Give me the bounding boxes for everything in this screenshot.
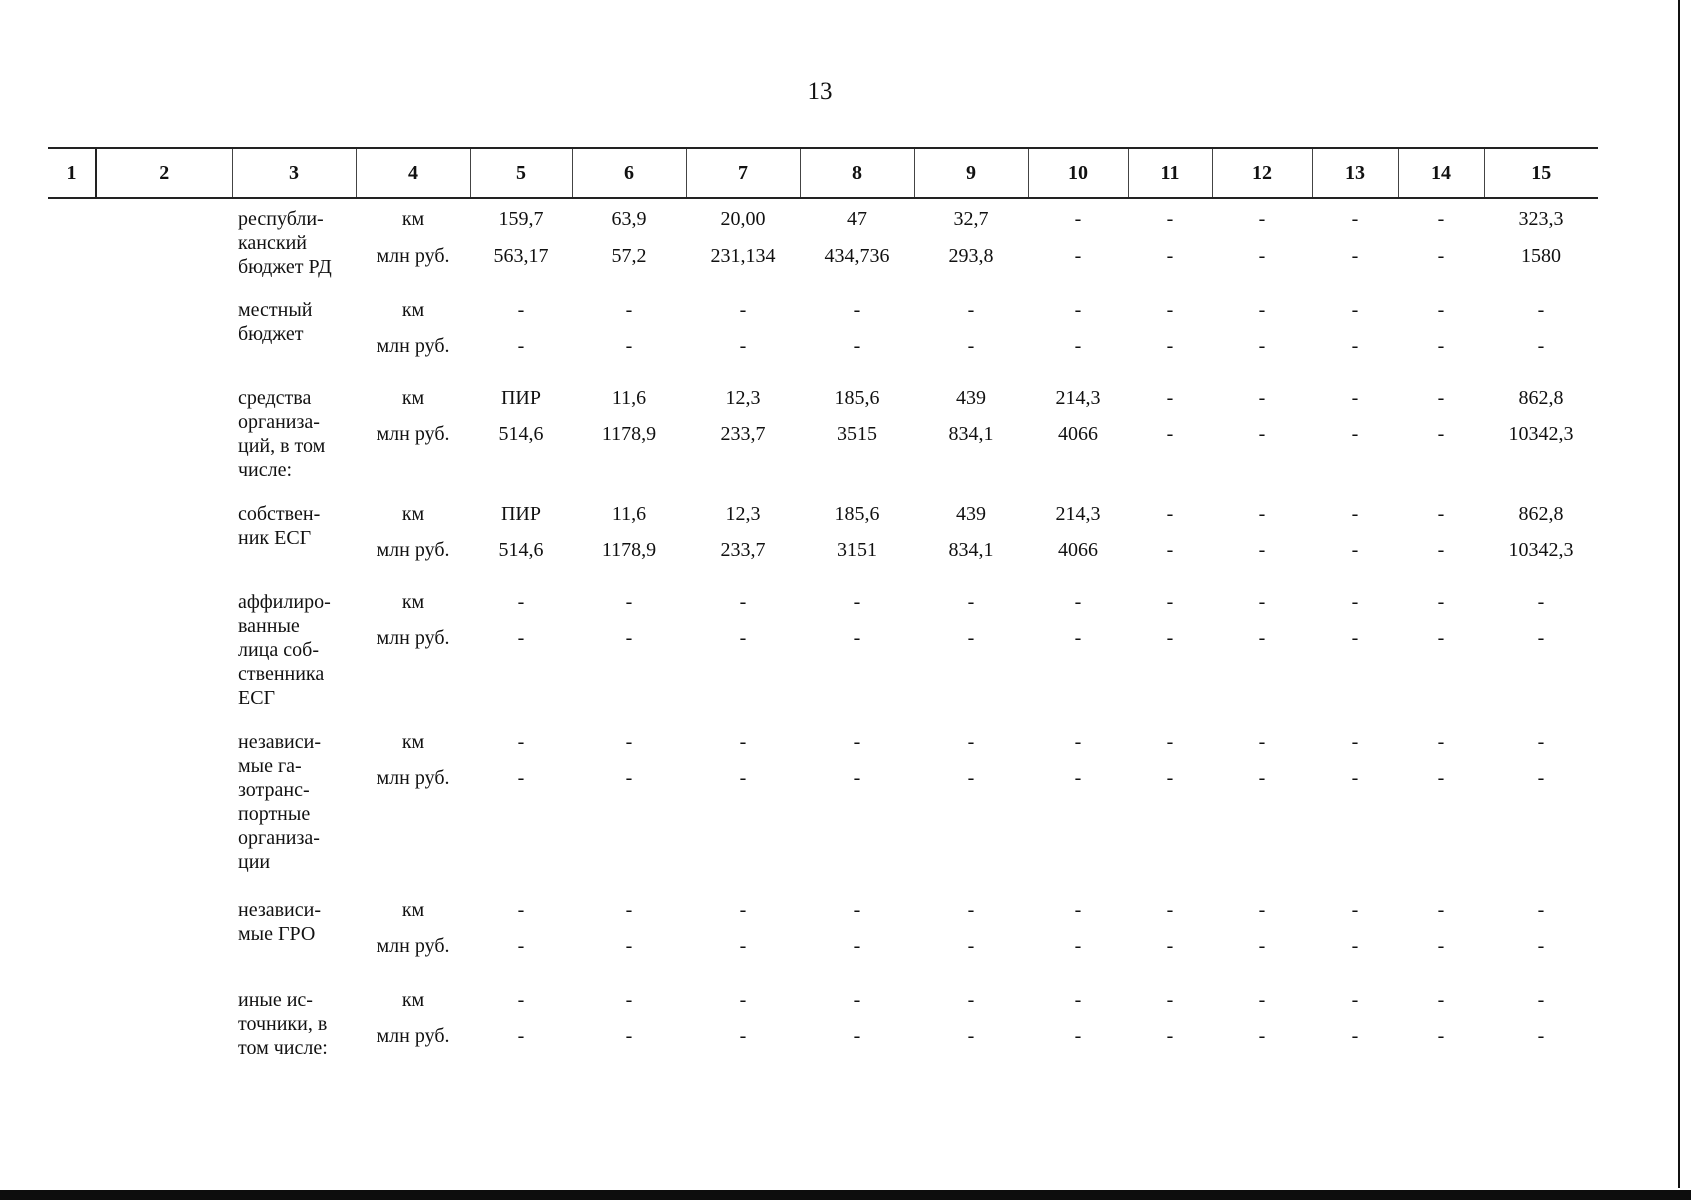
unit-cell: км xyxy=(401,899,425,921)
value-cell: - xyxy=(1537,935,1545,957)
value-cell: 563,17 xyxy=(493,245,549,267)
value-cell: - xyxy=(1351,1025,1359,1047)
empty-cell xyxy=(48,494,96,538)
value-cell: - xyxy=(853,767,861,789)
value-cell: - xyxy=(853,627,861,649)
value-cell: - xyxy=(1537,335,1545,357)
value-cell: - xyxy=(517,989,525,1011)
value-cell: - xyxy=(739,989,747,1011)
value-cell: - xyxy=(1351,591,1359,613)
funding-source-label: независи- мые га- зотранс- портные организа- ции xyxy=(238,731,321,873)
value-cell: - xyxy=(1258,387,1266,409)
value-cell: - xyxy=(625,989,633,1011)
value-cell: - xyxy=(625,335,633,357)
value-cell: 20,00 xyxy=(720,208,766,230)
value-cell: 10342,3 xyxy=(1508,423,1574,445)
value-cell: - xyxy=(1258,731,1266,753)
value-cell: - xyxy=(1537,767,1545,789)
value-cell: 4066 xyxy=(1058,539,1098,561)
value-cell: - xyxy=(625,1025,633,1047)
empty-cell xyxy=(96,626,232,722)
value-cell: - xyxy=(1258,989,1266,1011)
value-cell: ПИР xyxy=(500,387,541,409)
empty-cell xyxy=(96,1024,232,1068)
value-cell: - xyxy=(1437,767,1445,789)
value-cell: - xyxy=(1437,208,1445,230)
value-cell: - xyxy=(853,899,861,921)
value-cell: - xyxy=(739,767,747,789)
value-cell: - xyxy=(1258,767,1266,789)
value-cell: - xyxy=(1258,423,1266,445)
value-cell: - xyxy=(967,1025,975,1047)
value-cell: 434,736 xyxy=(824,245,890,267)
empty-cell xyxy=(96,538,232,582)
value-cell: - xyxy=(1074,989,1082,1011)
empty-cell xyxy=(48,422,96,494)
page-number: 13 xyxy=(807,78,833,105)
empty-cell xyxy=(48,290,96,334)
value-cell: - xyxy=(1166,208,1174,230)
value-cell: - xyxy=(1351,767,1359,789)
value-cell: - xyxy=(517,1025,525,1047)
empty-cell xyxy=(48,538,96,582)
unit-cell: км xyxy=(401,208,425,230)
value-cell: 439 xyxy=(956,387,986,409)
value-cell: - xyxy=(853,299,861,321)
column-header-8: 8 xyxy=(800,148,914,198)
value-cell: - xyxy=(739,335,747,357)
value-cell: - xyxy=(853,1025,861,1047)
table-row xyxy=(48,378,1598,422)
column-header-15: 15 xyxy=(1484,148,1598,198)
value-cell: - xyxy=(1074,1025,1082,1047)
value-cell: - xyxy=(1166,299,1174,321)
empty-cell xyxy=(96,766,232,890)
value-cell: - xyxy=(517,899,525,921)
value-cell: - xyxy=(1166,935,1174,957)
value-cell: - xyxy=(1166,387,1174,409)
value-cell: - xyxy=(1166,989,1174,1011)
value-cell: 293,8 xyxy=(948,245,994,267)
value-cell: - xyxy=(967,935,975,957)
value-cell: - xyxy=(1537,1025,1545,1047)
value-cell: 323,3 xyxy=(1518,208,1564,230)
value-cell: 3151 xyxy=(837,539,877,561)
empty-cell xyxy=(48,198,96,244)
value-cell: ПИР xyxy=(500,503,541,525)
empty-cell xyxy=(96,934,232,980)
value-cell: - xyxy=(1437,591,1445,613)
value-cell: 47 xyxy=(847,208,867,230)
value-cell: 57,2 xyxy=(611,245,647,267)
value-cell: - xyxy=(967,899,975,921)
value-cell: - xyxy=(1351,423,1359,445)
value-cell: - xyxy=(1437,731,1445,753)
value-cell: - xyxy=(1166,591,1174,613)
value-cell: - xyxy=(1351,989,1359,1011)
empty-cell xyxy=(96,334,232,378)
value-cell: - xyxy=(1258,627,1266,649)
value-cell: - xyxy=(1166,245,1174,267)
value-cell: - xyxy=(1437,899,1445,921)
column-header-13: 13 xyxy=(1312,148,1398,198)
value-cell: 233,7 xyxy=(720,539,766,561)
value-cell: 1580 xyxy=(1521,245,1561,267)
value-cell: - xyxy=(853,335,861,357)
value-cell: - xyxy=(1437,627,1445,649)
value-cell: - xyxy=(853,989,861,1011)
column-header-6: 6 xyxy=(572,148,686,198)
value-cell: - xyxy=(517,335,525,357)
value-cell: 11,6 xyxy=(611,503,647,525)
empty-cell xyxy=(48,890,96,934)
value-cell: - xyxy=(1258,899,1266,921)
column-header-10: 10 xyxy=(1028,148,1128,198)
funding-source-label: средства организа- ций, в том числе: xyxy=(238,387,326,481)
value-cell: - xyxy=(625,299,633,321)
value-cell: - xyxy=(625,731,633,753)
value-cell: - xyxy=(1166,731,1174,753)
value-cell: 231,134 xyxy=(710,245,776,267)
value-cell: - xyxy=(625,767,633,789)
value-cell: - xyxy=(1437,299,1445,321)
value-cell: - xyxy=(1537,731,1545,753)
column-number-header xyxy=(48,148,1598,198)
column-header-12: 12 xyxy=(1212,148,1312,198)
value-cell: 32,7 xyxy=(953,208,989,230)
value-cell: - xyxy=(1166,627,1174,649)
value-cell: 834,1 xyxy=(948,539,994,561)
value-cell: 514,6 xyxy=(498,539,544,561)
value-cell: - xyxy=(1351,935,1359,957)
column-header-4: 4 xyxy=(356,148,470,198)
funding-source-label: иные ис- точники, в том числе: xyxy=(238,989,328,1059)
value-cell: - xyxy=(1074,335,1082,357)
value-cell: - xyxy=(1074,299,1082,321)
value-cell: - xyxy=(1437,387,1445,409)
unit-cell: млн руб. xyxy=(376,335,450,357)
value-cell: - xyxy=(967,335,975,357)
value-cell: - xyxy=(1351,503,1359,525)
value-cell: - xyxy=(1258,935,1266,957)
value-cell: 185,6 xyxy=(834,503,880,525)
value-cell: - xyxy=(1258,1025,1266,1047)
value-cell: - xyxy=(967,627,975,649)
value-cell: - xyxy=(1074,627,1082,649)
empty-cell xyxy=(48,722,96,766)
empty-cell xyxy=(96,582,232,626)
value-cell: - xyxy=(1166,767,1174,789)
table-row xyxy=(48,582,1598,626)
value-cell: 3515 xyxy=(837,423,877,445)
value-cell: - xyxy=(517,591,525,613)
value-cell: - xyxy=(1258,245,1266,267)
value-cell: - xyxy=(1351,245,1359,267)
value-cell: - xyxy=(1351,387,1359,409)
value-cell: 233,7 xyxy=(720,423,766,445)
value-cell: - xyxy=(625,899,633,921)
value-cell: - xyxy=(517,731,525,753)
value-cell: - xyxy=(1074,245,1082,267)
value-cell: - xyxy=(1351,627,1359,649)
empty-cell xyxy=(48,626,96,722)
table-row xyxy=(48,890,1598,934)
empty-cell xyxy=(96,722,232,766)
value-cell: 10342,3 xyxy=(1508,539,1574,561)
empty-cell xyxy=(48,334,96,378)
value-cell: 4066 xyxy=(1058,423,1098,445)
funding-source-label: аффилиро- ванные лица соб- ственника ЕСГ xyxy=(238,591,331,709)
value-cell: - xyxy=(1351,335,1359,357)
value-cell: 12,3 xyxy=(725,387,761,409)
value-cell: - xyxy=(1166,503,1174,525)
column-header-7: 7 xyxy=(686,148,800,198)
table-body xyxy=(48,198,1598,1068)
value-cell: - xyxy=(517,299,525,321)
funding-source-label: местный бюджет xyxy=(238,299,313,345)
value-cell: - xyxy=(1437,539,1445,561)
value-cell: - xyxy=(1258,335,1266,357)
value-cell: - xyxy=(853,935,861,957)
unit-cell: км xyxy=(401,591,425,613)
value-cell: 862,8 xyxy=(1518,387,1564,409)
value-cell: - xyxy=(625,591,633,613)
value-cell: - xyxy=(1074,935,1082,957)
value-cell: 214,3 xyxy=(1055,503,1101,525)
financing-table xyxy=(48,147,1598,1068)
unit-cell: млн руб. xyxy=(376,539,450,561)
value-cell: - xyxy=(1537,627,1545,649)
value-cell: - xyxy=(1537,299,1545,321)
funding-source-label: республи- канский бюджет РД xyxy=(238,208,332,278)
empty-cell xyxy=(48,934,96,980)
column-header-2: 2 xyxy=(96,148,232,198)
unit-cell: млн руб. xyxy=(376,423,450,445)
value-cell: - xyxy=(1166,423,1174,445)
column-header-3: 3 xyxy=(232,148,356,198)
value-cell: - xyxy=(1074,899,1082,921)
value-cell: - xyxy=(967,731,975,753)
value-cell: - xyxy=(1074,208,1082,230)
unit-cell: км xyxy=(401,299,425,321)
table-row xyxy=(48,722,1598,766)
empty-cell xyxy=(96,244,232,290)
empty-cell xyxy=(48,244,96,290)
value-cell: - xyxy=(1258,208,1266,230)
empty-cell xyxy=(96,494,232,538)
value-cell: - xyxy=(739,899,747,921)
value-cell: - xyxy=(1166,335,1174,357)
value-cell: - xyxy=(853,591,861,613)
value-cell: 12,3 xyxy=(725,503,761,525)
value-cell: - xyxy=(739,935,747,957)
value-cell: 185,6 xyxy=(834,387,880,409)
value-cell: - xyxy=(1437,335,1445,357)
empty-cell xyxy=(96,378,232,422)
value-cell: 862,8 xyxy=(1518,503,1564,525)
value-cell: 63,9 xyxy=(611,208,647,230)
value-cell: - xyxy=(739,627,747,649)
value-cell: - xyxy=(1537,591,1545,613)
empty-cell xyxy=(96,980,232,1024)
value-cell: - xyxy=(967,989,975,1011)
value-cell: - xyxy=(739,299,747,321)
unit-cell: км xyxy=(401,503,425,525)
value-cell: - xyxy=(1437,989,1445,1011)
empty-cell xyxy=(48,1024,96,1068)
empty-cell xyxy=(48,980,96,1024)
value-cell: 439 xyxy=(956,503,986,525)
empty-cell xyxy=(96,890,232,934)
column-header-5: 5 xyxy=(470,148,572,198)
unit-cell: млн руб. xyxy=(376,245,450,267)
funding-source-label: независи- мые ГРО xyxy=(238,899,321,945)
funding-source-label: собствен- ник ЕСГ xyxy=(238,503,321,549)
unit-cell: млн руб. xyxy=(376,935,450,957)
table-row xyxy=(48,494,1598,538)
table-row xyxy=(48,290,1598,334)
empty-cell xyxy=(48,582,96,626)
unit-cell: млн руб. xyxy=(376,627,450,649)
value-cell: - xyxy=(1258,591,1266,613)
value-cell: - xyxy=(1351,208,1359,230)
value-cell: - xyxy=(625,935,633,957)
table-row xyxy=(48,198,1598,244)
value-cell: - xyxy=(1437,245,1445,267)
value-cell: - xyxy=(739,1025,747,1047)
value-cell: - xyxy=(1074,767,1082,789)
column-header-11: 11 xyxy=(1128,148,1212,198)
value-cell: 834,1 xyxy=(948,423,994,445)
value-cell: - xyxy=(967,591,975,613)
value-cell: - xyxy=(1437,935,1445,957)
unit-cell: млн руб. xyxy=(376,767,450,789)
value-cell: - xyxy=(1258,299,1266,321)
value-cell: - xyxy=(1074,591,1082,613)
value-cell: - xyxy=(1166,539,1174,561)
table-row xyxy=(48,980,1598,1024)
value-cell: - xyxy=(967,767,975,789)
value-cell: - xyxy=(1537,989,1545,1011)
value-cell: 214,3 xyxy=(1055,387,1101,409)
value-cell: - xyxy=(1166,1025,1174,1047)
value-cell: - xyxy=(1437,503,1445,525)
value-cell: 11,6 xyxy=(611,387,647,409)
value-cell: - xyxy=(1258,539,1266,561)
value-cell: - xyxy=(1437,1025,1445,1047)
value-cell: - xyxy=(853,731,861,753)
empty-cell xyxy=(96,198,232,244)
empty-cell xyxy=(48,378,96,422)
value-cell: - xyxy=(517,767,525,789)
value-cell: - xyxy=(1074,731,1082,753)
value-cell: - xyxy=(967,299,975,321)
unit-cell: км xyxy=(401,387,425,409)
value-cell: - xyxy=(1351,731,1359,753)
scan-bottom-edge xyxy=(0,1190,1691,1200)
value-cell: - xyxy=(1537,899,1545,921)
unit-cell: км xyxy=(401,989,425,1011)
value-cell: - xyxy=(1351,539,1359,561)
column-header-1: 1 xyxy=(48,148,96,198)
unit-cell: км xyxy=(401,731,425,753)
column-header-14: 14 xyxy=(1398,148,1484,198)
value-cell: - xyxy=(1351,899,1359,921)
empty-cell xyxy=(96,290,232,334)
column-header-9: 9 xyxy=(914,148,1028,198)
value-cell: 1178,9 xyxy=(601,423,657,445)
value-cell: 1178,9 xyxy=(601,539,657,561)
value-cell: - xyxy=(625,627,633,649)
empty-cell xyxy=(96,422,232,494)
value-cell: 514,6 xyxy=(498,423,544,445)
value-cell: - xyxy=(1166,899,1174,921)
value-cell: - xyxy=(1258,503,1266,525)
value-cell: 159,7 xyxy=(498,208,544,230)
value-cell: - xyxy=(517,935,525,957)
value-cell: - xyxy=(517,627,525,649)
value-cell: - xyxy=(739,731,747,753)
value-cell: - xyxy=(1437,423,1445,445)
unit-cell: млн руб. xyxy=(376,1025,450,1047)
value-cell: - xyxy=(1351,299,1359,321)
empty-cell xyxy=(48,766,96,890)
value-cell: - xyxy=(739,591,747,613)
